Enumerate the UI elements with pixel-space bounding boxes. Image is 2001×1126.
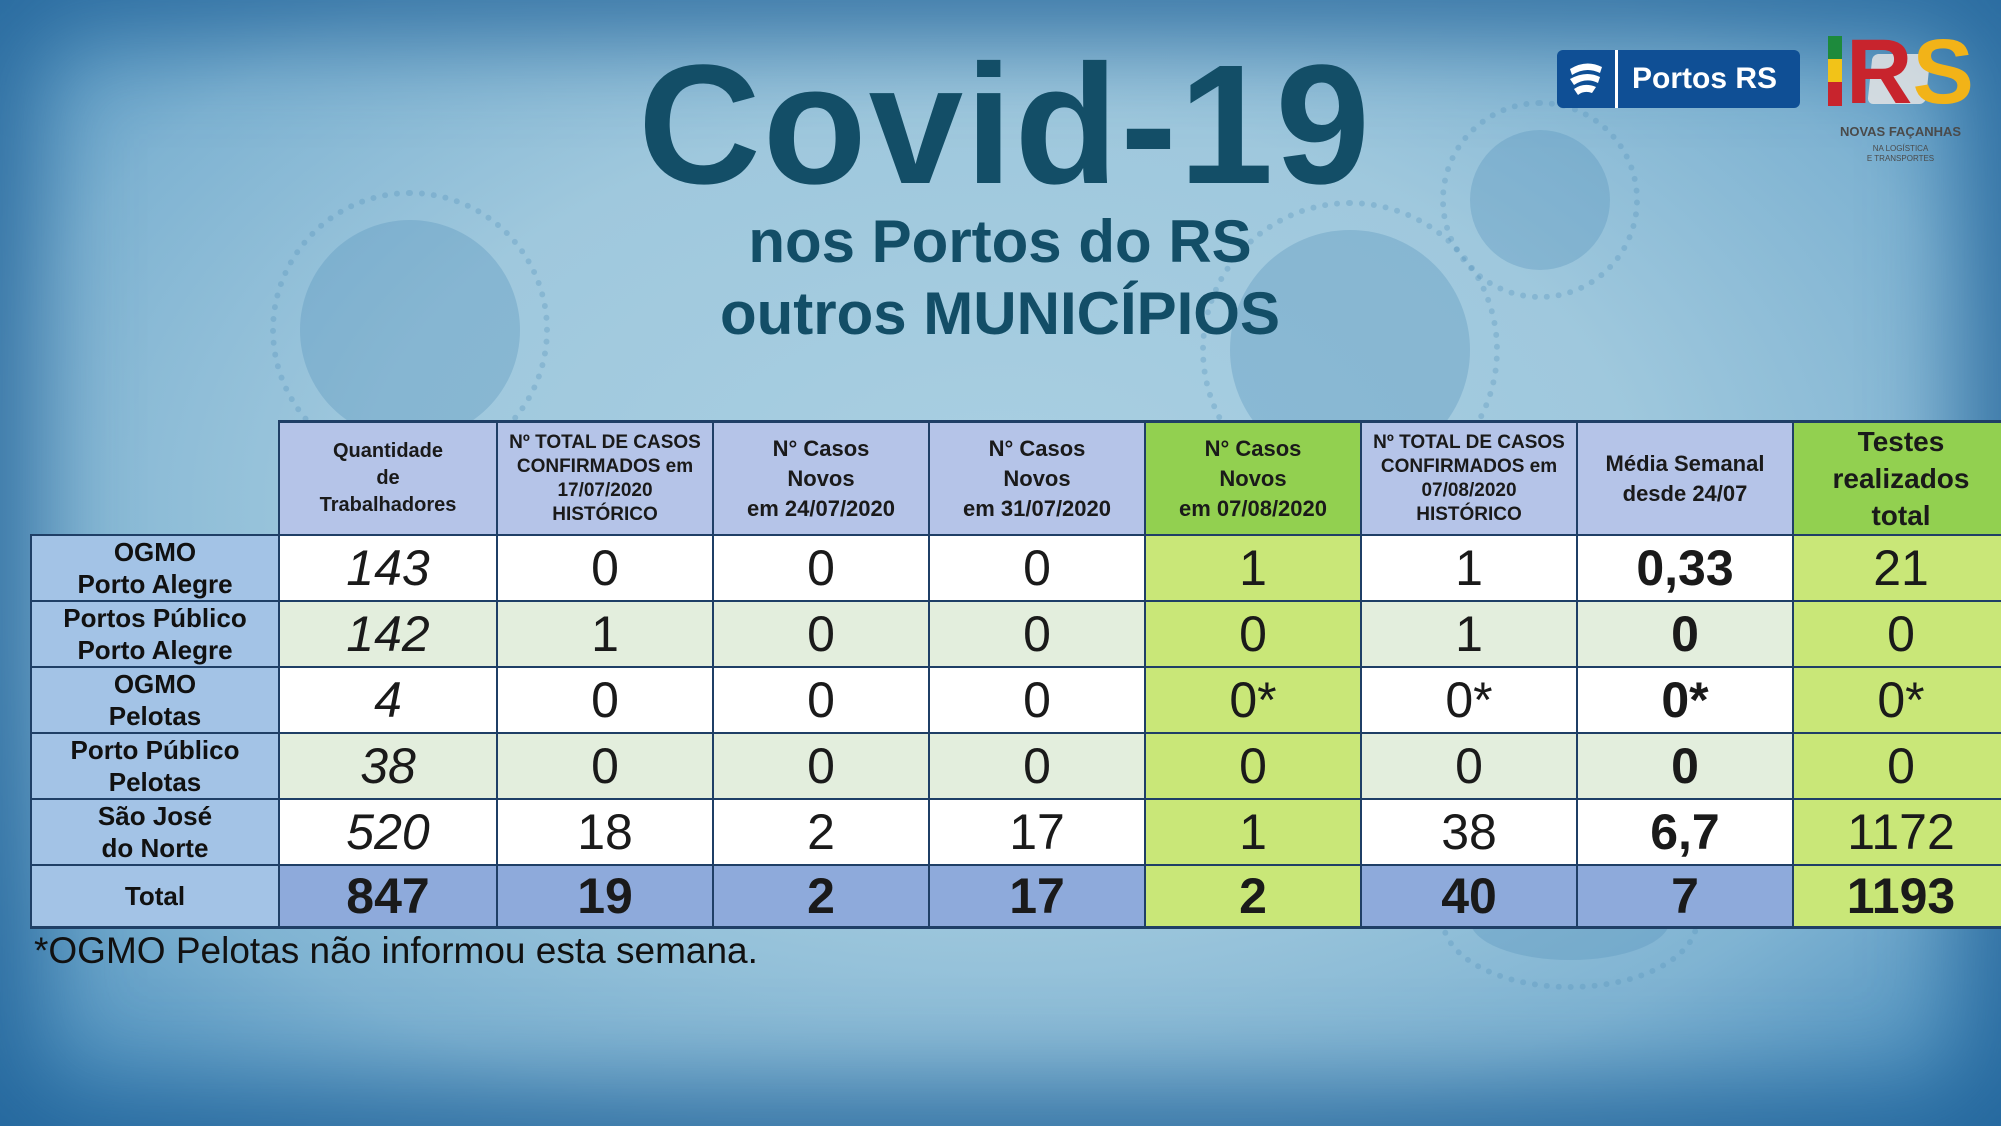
cell-new-2407: 0 xyxy=(713,733,929,799)
header-tests-total xyxy=(1793,422,2001,536)
header-line: Novos xyxy=(1219,465,1287,491)
table-row xyxy=(31,799,2001,865)
row-label xyxy=(31,601,279,667)
header-line: N° Casos xyxy=(772,435,870,461)
cell-weekly-average: 0,33 xyxy=(1577,535,1793,601)
cell-new-0708: 0* xyxy=(1145,667,1361,733)
total-new-2407: 2 xyxy=(713,865,929,928)
header-line: Média Semanal xyxy=(1605,450,1765,476)
cell-new-0708: 1 xyxy=(1145,535,1361,601)
row-label-line: OGMO xyxy=(113,669,197,699)
header-workers xyxy=(279,422,497,536)
portos-rs-logo xyxy=(1557,50,1800,108)
cell-total-1707: 18 xyxy=(497,799,713,865)
row-label-line: Portos Público xyxy=(63,603,247,633)
header-line: realizados xyxy=(1832,463,1970,494)
cell-weekly-average: 0* xyxy=(1577,667,1793,733)
cell-tests: 1172 xyxy=(1793,799,2001,865)
header-new-0708 xyxy=(1145,422,1361,536)
header-line: em 31/07/2020 xyxy=(962,495,1112,521)
header-line: Quantidade xyxy=(332,440,443,462)
row-label xyxy=(31,733,279,799)
header-line: em 07/08/2020 xyxy=(1178,495,1328,521)
cell-weekly-average: 6,7 xyxy=(1577,799,1793,865)
cell-new-2407: 0 xyxy=(713,667,929,733)
header-line: HISTÓRICO xyxy=(552,503,658,525)
cell-workers: 142 xyxy=(279,601,497,667)
total-total-0708: 40 xyxy=(1361,865,1577,928)
page-title: Covid-19 xyxy=(638,30,1372,220)
cell-total-0708: 0* xyxy=(1361,667,1577,733)
subtitle-line-2: outros MUNICÍPIOS xyxy=(719,280,1280,347)
row-label-line: Pelotas xyxy=(108,767,202,797)
rs-letter-r: R xyxy=(1846,21,1913,123)
header-total-1707 xyxy=(497,422,713,536)
cell-new-2407: 2 xyxy=(713,799,929,865)
table-row xyxy=(31,667,2001,733)
table-header-row xyxy=(31,422,2001,536)
rs-tagline-secondary-line-1: NA LOGÍSTICA xyxy=(1872,144,1929,153)
portos-rs-text: Portos RS xyxy=(1632,62,1778,95)
rs-tagline-secondary xyxy=(1828,144,1973,164)
cell-new-3107: 0 xyxy=(929,601,1145,667)
total-weekly-average: 7 xyxy=(1577,865,1793,928)
row-label-line: Porto Público xyxy=(70,735,240,765)
page-subtitle xyxy=(560,206,1440,350)
row-label-line: Pelotas xyxy=(108,701,202,731)
row-label-line: Porto Alegre xyxy=(77,569,233,599)
subtitle-line-1: nos Portos do RS xyxy=(748,208,1252,275)
cell-tests: 0* xyxy=(1793,667,2001,733)
total-new-0708: 2 xyxy=(1145,865,1361,928)
header-line: Nº TOTAL DE CASOS xyxy=(509,431,701,453)
table-row xyxy=(31,535,2001,601)
cell-workers: 4 xyxy=(279,667,497,733)
row-label xyxy=(31,535,279,601)
header-line: Novos xyxy=(787,465,855,491)
cases-table xyxy=(30,420,2001,929)
portos-wave-icon xyxy=(1557,50,1618,108)
virus-decoration-left xyxy=(300,220,520,440)
cell-new-0708: 0 xyxy=(1145,733,1361,799)
cell-tests: 0 xyxy=(1793,733,2001,799)
cell-workers: 520 xyxy=(279,799,497,865)
gov-flag-icon xyxy=(1828,36,1842,106)
row-label-line: São José xyxy=(97,801,213,831)
header-line: 17/07/2020 xyxy=(557,479,653,501)
header-line: desde 24/07 xyxy=(1622,480,1748,506)
table-row xyxy=(31,601,2001,667)
header-corner xyxy=(31,422,279,536)
cell-new-3107: 17 xyxy=(929,799,1145,865)
rs-tagline-secondary-line-2: E TRANSPORTES xyxy=(1866,154,1935,163)
cell-workers: 143 xyxy=(279,535,497,601)
header-line: N° Casos xyxy=(988,435,1086,461)
table-total-row xyxy=(31,865,2001,928)
cell-new-0708: 1 xyxy=(1145,799,1361,865)
cell-new-3107: 0 xyxy=(929,535,1145,601)
total-tests: 1193 xyxy=(1793,865,2001,928)
cell-new-2407: 0 xyxy=(713,535,929,601)
header-line: total xyxy=(1871,500,1931,531)
header-line: em 24/07/2020 xyxy=(746,495,896,521)
row-label-line: do Norte xyxy=(101,833,209,863)
cell-workers: 38 xyxy=(279,733,497,799)
table-row xyxy=(31,733,2001,799)
row-label xyxy=(31,667,279,733)
row-label xyxy=(31,799,279,865)
cell-total-0708: 0 xyxy=(1361,733,1577,799)
header-line: HISTÓRICO xyxy=(1416,503,1522,525)
header-line: N° Casos xyxy=(1204,435,1302,461)
total-total-1707: 19 xyxy=(497,865,713,928)
total-label: Total xyxy=(31,865,279,928)
cell-total-1707: 1 xyxy=(497,601,713,667)
cell-weekly-average: 0 xyxy=(1577,733,1793,799)
cell-total-1707: 0 xyxy=(497,535,713,601)
total-workers: 847 xyxy=(279,865,497,928)
cell-tests: 0 xyxy=(1793,601,2001,667)
cell-new-3107: 0 xyxy=(929,733,1145,799)
cell-total-0708: 1 xyxy=(1361,535,1577,601)
header-line: de xyxy=(376,467,400,489)
row-label-line: Porto Alegre xyxy=(77,635,233,665)
total-new-3107: 17 xyxy=(929,865,1145,928)
row-label-line: OGMO xyxy=(113,537,197,567)
header-line: Nº TOTAL DE CASOS xyxy=(1373,431,1565,453)
rs-letters xyxy=(1846,21,1974,123)
header-weekly-average xyxy=(1577,422,1793,536)
header-new-3107 xyxy=(929,422,1145,536)
cell-total-0708: 1 xyxy=(1361,601,1577,667)
header-line: Testes xyxy=(1857,426,1945,457)
header-line: 07/08/2020 xyxy=(1421,479,1517,501)
cell-new-2407: 0 xyxy=(713,601,929,667)
header-total-0708 xyxy=(1361,422,1577,536)
cell-weekly-average: 0 xyxy=(1577,601,1793,667)
virus-decoration-right xyxy=(1470,130,1610,270)
header-line: CONFIRMADOS em xyxy=(1380,455,1558,477)
rs-tagline: NOVAS FAÇANHAS xyxy=(1839,124,1962,139)
cell-total-1707: 0 xyxy=(497,667,713,733)
header-line: Novos xyxy=(1003,465,1071,491)
header-line: Trabalhadores xyxy=(319,494,457,516)
rs-government-logo xyxy=(1828,21,1974,172)
rs-letter-s: S xyxy=(1912,21,1974,123)
header-line: CONFIRMADOS em xyxy=(516,455,694,477)
header-new-2407 xyxy=(713,422,929,536)
cell-total-0708: 38 xyxy=(1361,799,1577,865)
cell-new-3107: 0 xyxy=(929,667,1145,733)
cell-tests: 21 xyxy=(1793,535,2001,601)
footnote: *OGMO Pelotas não informou esta semana. xyxy=(34,930,758,971)
cell-new-0708: 0 xyxy=(1145,601,1361,667)
cell-total-1707: 0 xyxy=(497,733,713,799)
